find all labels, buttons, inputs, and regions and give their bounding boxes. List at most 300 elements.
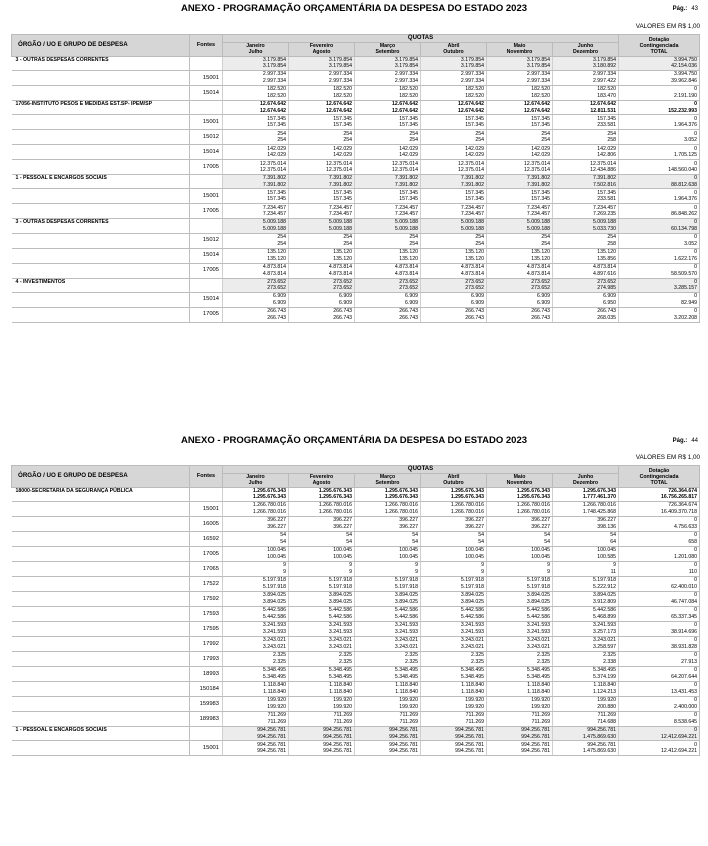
row-label [12,145,190,160]
quota-cell: 994.256.781 994.256.781 [289,741,355,756]
quota-cell: 12.674.642 12.674.642 [487,101,553,115]
quota-cell: 396.227 396.227 [487,517,553,532]
quota-cell: 182.520 182.520 [289,86,355,101]
row-label [12,637,190,652]
quota-cell: 157.345 157.345 [355,189,421,204]
quota-cell: 9 9 [487,562,553,577]
fonte-code: 15014 [190,248,223,263]
fonte-code: 15012 [190,233,223,248]
row-label: 3 - OUTRAS DESPESAS CORRENTES [12,56,190,70]
fonte-row [12,86,700,101]
dotacao-cell: 0 64.207.644 [619,667,700,682]
quota-cell: 3.894.025 3.912.809 [553,592,619,607]
row-label [12,86,190,101]
quota-cell: 12.674.642 12.674.642 [355,101,421,115]
fonte-row [12,741,700,756]
month-header: Março Setembro [355,43,421,57]
quota-cell: 142.029 142.029 [223,145,289,160]
quota-cell: 1.266.780.016 1.266.780.016 [355,502,421,517]
quota-cell: 135.120 135.120 [487,248,553,263]
quota-cell: 396.227 396.227 [421,517,487,532]
unit-total-row [12,101,700,115]
page-number: Pág.: 44 [672,438,698,444]
quota-cell: 1.266.780.016 1.266.780.016 [289,502,355,517]
budget-table [11,34,700,323]
quota-cell: 5.442.586 5.468.899 [553,607,619,622]
fonte-code: 15001 [190,71,223,86]
row-label [12,189,190,204]
month-header: Maio Novembro [487,474,553,488]
quota-cell: 7.391.802 7.502.816 [553,175,619,189]
dotacao-cell: 0 1.201.080 [619,547,700,562]
quota-cell: 1.266.780.016 1.266.780.016 [223,502,289,517]
fonte-row [12,607,700,622]
fonte-code: 15001 [190,741,223,756]
dotacao-cell: 0 38.914.696 [619,622,700,637]
values-unit-note: VALORES EM R$ 1,00 [635,23,700,30]
dotacao-cell: 0 1.622.176 [619,248,700,263]
fontes-header: Fontes [190,466,223,488]
quota-cell: 12.375.014 12.375.014 [223,160,289,175]
quota-cell: 994.256.781 994.256.781 [487,727,553,741]
dotacao-cell: 0 38.931.828 [619,637,700,652]
quota-cell: 254 254 [421,233,487,248]
row-label [12,517,190,532]
fonte-code: 17593 [190,607,223,622]
quota-cell: 12.674.642 12.674.642 [223,101,289,115]
fonte-row [12,204,700,219]
quota-cell: 2.997.334 2.997.334 [223,71,289,86]
dotacao-cell: 0 12.412.694.221 [619,741,700,756]
quota-cell: 711.269 711.269 [421,712,487,727]
dotacao-cell: 0 13.431.453 [619,682,700,697]
quota-cell: 3.243.021 3.243.021 [289,637,355,652]
quota-cell: 9 11 [553,562,619,577]
quota-cell: 266.743 266.743 [223,307,289,322]
dotacao-cell: 0 58.509.570 [619,263,700,278]
row-label [12,532,190,547]
budget-table [11,465,700,756]
row-label [12,577,190,592]
quota-cell: 3.894.025 3.894.025 [289,592,355,607]
fonte-code: 17522 [190,577,223,592]
month-header: Janeiro Julho [223,43,289,57]
quotas-header: QUOTAS [223,466,619,474]
quota-cell: 273.652 273.652 [289,278,355,292]
fonte-code [190,727,223,741]
quota-cell: 7.391.802 7.391.802 [487,175,553,189]
quota-cell: 1.118.840 1.118.840 [289,682,355,697]
quota-cell: 7.391.802 7.391.802 [355,175,421,189]
quota-cell: 199.920 199.920 [223,697,289,712]
quota-cell: 3.241.593 3.241.593 [289,622,355,637]
fonte-row [12,502,700,517]
row-label [12,667,190,682]
quota-cell: 9 9 [223,562,289,577]
fonte-code [190,56,223,70]
quota-cell: 54 54 [355,532,421,547]
fonte-code: 17005 [190,547,223,562]
quota-cell: 4.873.814 4.873.814 [355,263,421,278]
quota-cell: 1.266.780.016 1.748.425.868 [553,502,619,517]
quota-cell: 3.894.025 3.894.025 [421,592,487,607]
quota-cell: 54 54 [421,532,487,547]
fonte-code [190,487,223,501]
quota-cell: 3.243.021 3.243.021 [487,637,553,652]
quota-cell: 9 9 [355,562,421,577]
fonte-row [12,562,700,577]
dotacao-cell: 0 2.400.000 [619,697,700,712]
quota-cell: 7.234.457 7.234.457 [421,204,487,219]
quota-cell: 5.197.918 5.222.912 [553,577,619,592]
quota-cell: 199.920 199.920 [355,697,421,712]
row-label [12,592,190,607]
quota-cell: 12.674.642 12.811.531 [553,101,619,115]
quota-cell: 5.009.188 5.009.188 [223,219,289,233]
quota-cell: 6.909 6.909 [223,292,289,307]
quota-cell: 54 54 [487,532,553,547]
fonte-row [12,547,700,562]
month-header: Junho Dezembro [553,474,619,488]
dotacao-cell: 0 148.560.040 [619,160,700,175]
quota-cell: 2.997.334 2.997.334 [487,71,553,86]
dotacao-cell: 0 658 [619,532,700,547]
dotacao-cell: 0 3.202.208 [619,307,700,322]
quota-cell: 254 254 [421,130,487,145]
fonte-row [12,532,700,547]
quota-cell: 157.345 157.345 [421,189,487,204]
quota-cell: 5.442.586 5.442.586 [421,607,487,622]
quota-cell: 2.325 2.338 [553,652,619,667]
quota-cell: 5.009.188 5.009.188 [289,219,355,233]
fonte-row [12,292,700,307]
quota-cell: 3.894.025 3.894.025 [223,592,289,607]
quota-cell: 5.348.495 5.348.495 [289,667,355,682]
quota-cell: 994.256.781 994.256.781 [223,727,289,741]
quota-cell: 3.179.854 3.179.854 [289,56,355,70]
quota-cell: 1.295.676.343 1.295.676.343 [421,487,487,501]
quota-cell: 12.674.642 12.674.642 [421,101,487,115]
quota-cell: 182.520 182.520 [487,86,553,101]
quota-cell: 157.345 157.345 [355,115,421,130]
quota-cell: 994.256.781 994.256.781 [421,727,487,741]
quota-cell: 3.894.025 3.894.025 [487,592,553,607]
row-label [12,697,190,712]
row-label [12,712,190,727]
quota-cell: 3.241.593 3.241.593 [223,622,289,637]
fonte-row [12,682,700,697]
quota-cell: 6.909 6.909 [487,292,553,307]
quota-cell: 5.442.586 5.442.586 [223,607,289,622]
quota-cell: 100.045 100.045 [487,547,553,562]
row-label [12,204,190,219]
quota-cell: 273.652 273.652 [223,278,289,292]
quota-cell: 6.909 6.909 [289,292,355,307]
row-label: 4 - INVESTIMENTOS [12,278,190,292]
table-header [12,466,700,488]
quota-cell: 7.234.457 7.234.457 [223,204,289,219]
quota-cell: 3.243.021 3.258.597 [553,637,619,652]
quota-cell: 3.179.854 3.179.854 [421,56,487,70]
quota-cell: 135.120 135.120 [421,248,487,263]
quota-cell: 994.256.781 994.256.781 [289,727,355,741]
quota-cell: 254 254 [355,130,421,145]
quota-cell: 6.909 6.909 [421,292,487,307]
month-header: Abril Outubro [421,43,487,57]
row-label [12,130,190,145]
row-label [12,160,190,175]
fonte-row [12,189,700,204]
quota-cell: 9 9 [421,562,487,577]
quota-cell: 254 254 [289,233,355,248]
quota-cell: 3.894.025 3.894.025 [355,592,421,607]
quota-cell: 157.345 233.581 [553,189,619,204]
table-body [12,56,700,322]
quota-cell: 7.234.457 7.234.457 [355,204,421,219]
quota-cell: 12.375.014 12.434.886 [553,160,619,175]
fonte-code: 16592 [190,532,223,547]
fonte-code: 18993 [190,667,223,682]
page-44 [0,432,708,846]
quota-cell: 2.325 2.325 [355,652,421,667]
quota-cell: 7.391.802 7.391.802 [223,175,289,189]
quota-cell: 100.045 100.045 [289,547,355,562]
quota-cell: 135.120 135.856 [553,248,619,263]
month-header: Maio Novembro [487,43,553,57]
quota-cell: 7.234.457 7.234.457 [289,204,355,219]
row-label [12,741,190,756]
dotacao-cell: 0 12.412.694.221 [619,727,700,741]
dotacao-cell: 0 4.756.633 [619,517,700,532]
fonte-code: 15014 [190,292,223,307]
table-header [12,35,700,57]
page-title: ANEXO - PROGRAMAÇÃO ORÇAMENTÁRIA DA DESPESA DO ESTADO 2023 [180,3,528,14]
fonte-row [12,577,700,592]
quota-cell: 711.269 711.269 [487,712,553,727]
dotacao-cell: 0 82.949 [619,292,700,307]
dotacao-cell: 3.994.750 39.962.846 [619,71,700,86]
quota-cell: 254 254 [355,233,421,248]
quota-cell: 6.909 6.909 [355,292,421,307]
quota-cell: 54 54 [223,532,289,547]
quota-cell: 2.997.334 2.997.334 [355,71,421,86]
dotacao-cell: 0 60.134.798 [619,219,700,233]
quota-cell: 3.243.021 3.243.021 [355,637,421,652]
quota-cell: 54 54 [289,532,355,547]
quota-cell: 157.345 157.345 [223,115,289,130]
quota-cell: 2.325 2.325 [487,652,553,667]
dotacao-cell: 0 65.337.345 [619,607,700,622]
dotacao-cell: 0 2.191.190 [619,86,700,101]
quota-cell: 3.241.593 3.241.593 [487,622,553,637]
quota-cell: 3.179.854 3.179.854 [355,56,421,70]
quota-cell: 7.391.802 7.391.802 [289,175,355,189]
row-label [12,622,190,637]
quota-cell: 157.345 157.345 [289,115,355,130]
quota-cell: 4.873.814 4.897.616 [553,263,619,278]
quota-cell: 9 9 [289,562,355,577]
dotacao-cell: 0 110 [619,562,700,577]
expense-group-row [12,278,700,292]
quota-cell: 266.743 266.743 [289,307,355,322]
quota-cell: 2.325 2.325 [421,652,487,667]
fonte-row [12,71,700,86]
quota-cell: 1.295.676.343 1.295.676.343 [355,487,421,501]
quota-cell: 12.375.014 12.375.014 [487,160,553,175]
quota-cell: 1.295.676.343 1.777.461.370 [553,487,619,501]
quota-cell: 199.920 200.880 [553,697,619,712]
quota-cell: 396.227 396.227 [289,517,355,532]
quota-cell: 157.345 157.345 [487,115,553,130]
quota-cell: 182.520 182.520 [355,86,421,101]
quota-cell: 142.029 142.029 [487,145,553,160]
dotacao-cell: 0 152.232.993 [619,101,700,115]
quota-cell: 157.345 157.345 [223,189,289,204]
quota-cell: 994.256.781 994.256.781 [223,741,289,756]
row-label [12,307,190,322]
month-header: Junho Dezembro [553,43,619,57]
quota-cell: 1.118.840 1.124.213 [553,682,619,697]
table-body [12,487,700,755]
quota-cell: 1.118.840 1.118.840 [355,682,421,697]
quota-cell: 12.375.014 12.375.014 [421,160,487,175]
quota-cell: 7.234.457 7.234.457 [487,204,553,219]
quota-cell: 994.256.781 994.256.781 [355,727,421,741]
quota-cell: 254 254 [289,130,355,145]
orgao-header: ÓRGÃO / UO E GRUPO DE DESPESA [12,466,190,488]
quota-cell: 273.652 273.652 [421,278,487,292]
fonte-row [12,517,700,532]
quota-cell: 1.118.840 1.118.840 [487,682,553,697]
dotacao-cell: 0 62.400.010 [619,577,700,592]
row-label [12,607,190,622]
fonte-row [12,115,700,130]
fonte-code: 17592 [190,592,223,607]
row-label [12,263,190,278]
month-header: Abril Outubro [421,474,487,488]
quota-cell: 199.920 199.920 [487,697,553,712]
quota-cell: 100.045 100.045 [223,547,289,562]
quota-cell: 135.120 135.120 [355,248,421,263]
quota-cell: 182.520 182.520 [223,86,289,101]
quota-cell: 182.520 182.520 [421,86,487,101]
dotacao-cell: 0 88.812.638 [619,175,700,189]
quota-cell: 1.295.676.343 1.295.676.343 [487,487,553,501]
dotacao-cell: 0 3.285.157 [619,278,700,292]
quota-cell: 2.997.334 2.997.422 [553,71,619,86]
quota-cell: 1.118.840 1.118.840 [421,682,487,697]
quota-cell: 5.348.495 5.348.495 [421,667,487,682]
row-label: 17056-INSTITUTO PESOS E MEDIDAS EST.SP- IPEM/SP [12,101,190,115]
quota-cell: 142.029 142.029 [355,145,421,160]
row-label [12,233,190,248]
fonte-row [12,307,700,322]
quota-cell: 1.266.780.016 1.266.780.016 [421,502,487,517]
dotacao-cell: 0 3.052 [619,233,700,248]
dotacao-cell: 3.994.750 42.154.036 [619,56,700,70]
fonte-code: 17005 [190,160,223,175]
quota-cell: 3.241.593 3.241.593 [355,622,421,637]
quota-cell: 994.256.781 994.256.781 [355,741,421,756]
row-label [12,562,190,577]
quota-cell: 7.234.457 7.269.235 [553,204,619,219]
fonte-code: 150184 [190,682,223,697]
quota-cell: 5.197.918 5.197.918 [421,577,487,592]
fonte-code [190,175,223,189]
quota-cell: 5.442.586 5.442.586 [289,607,355,622]
quota-cell: 1.266.780.016 1.266.780.016 [487,502,553,517]
fonte-row [12,130,700,145]
fonte-code: 15001 [190,189,223,204]
fonte-row [12,712,700,727]
quota-cell: 3.243.021 3.243.021 [421,637,487,652]
quota-cell: 266.743 266.743 [487,307,553,322]
values-unit-note: VALORES EM R$ 1,00 [635,454,700,461]
row-label: 18000-SECRETARIA DA SEGURANÇA PÚBLICA [12,487,190,501]
fonte-code: 159983 [190,697,223,712]
quota-cell: 5.009.188 5.009.188 [355,219,421,233]
quota-cell: 3.243.021 3.243.021 [223,637,289,652]
quota-cell: 5.442.586 5.442.586 [487,607,553,622]
dotacao-cell: 0 1.964.376 [619,115,700,130]
quota-cell: 5.197.918 5.197.918 [289,577,355,592]
row-label [12,682,190,697]
quota-cell: 273.652 273.652 [487,278,553,292]
quota-cell: 157.345 233.581 [553,115,619,130]
fonte-row [12,248,700,263]
fonte-row [12,667,700,682]
expense-group-row [12,175,700,189]
quota-cell: 2.997.334 2.997.334 [289,71,355,86]
dotacao-cell: 0 8.538.645 [619,712,700,727]
month-header: Janeiro Julho [223,474,289,488]
quota-cell: 254 258 [553,233,619,248]
quotas-header: QUOTAS [223,35,619,43]
quota-cell: 396.227 398.136 [553,517,619,532]
quota-cell: 4.873.814 4.873.814 [289,263,355,278]
fonte-row [12,263,700,278]
quota-cell: 254 258 [553,130,619,145]
quota-cell: 711.269 711.269 [355,712,421,727]
month-header: Fevereiro Agosto [289,43,355,57]
expense-group-row [12,56,700,70]
fonte-code [190,278,223,292]
quota-cell: 5.348.495 5.348.495 [487,667,553,682]
quota-cell: 135.120 135.120 [289,248,355,263]
dotacao-cell: 0 1.964.376 [619,189,700,204]
quota-cell: 994.256.781 1.475.869.630 [553,741,619,756]
row-label: 1 - PESSOAL E ENCARGOS SOCIAIS [12,175,190,189]
quota-cell: 142.029 142.029 [289,145,355,160]
expense-group-row [12,219,700,233]
quota-cell: 711.269 714.688 [553,712,619,727]
fonte-row [12,592,700,607]
quota-cell: 2.325 2.325 [289,652,355,667]
quota-cell: 994.256.781 1.475.869.630 [553,727,619,741]
quota-cell: 142.029 142.806 [553,145,619,160]
fonte-code: 16005 [190,517,223,532]
dotacao-header: Dotação Contingenciada TOTAL [619,35,700,57]
quota-cell: 3.241.593 3.241.593 [421,622,487,637]
quota-cell: 273.652 273.652 [355,278,421,292]
quota-cell: 1.295.676.343 1.295.676.343 [289,487,355,501]
row-label [12,115,190,130]
fonte-code: 15001 [190,115,223,130]
fonte-code: 17005 [190,204,223,219]
quota-cell: 5.009.188 5.033.730 [553,219,619,233]
quota-cell: 5.348.495 5.374.199 [553,667,619,682]
quota-cell: 5.442.586 5.442.586 [355,607,421,622]
